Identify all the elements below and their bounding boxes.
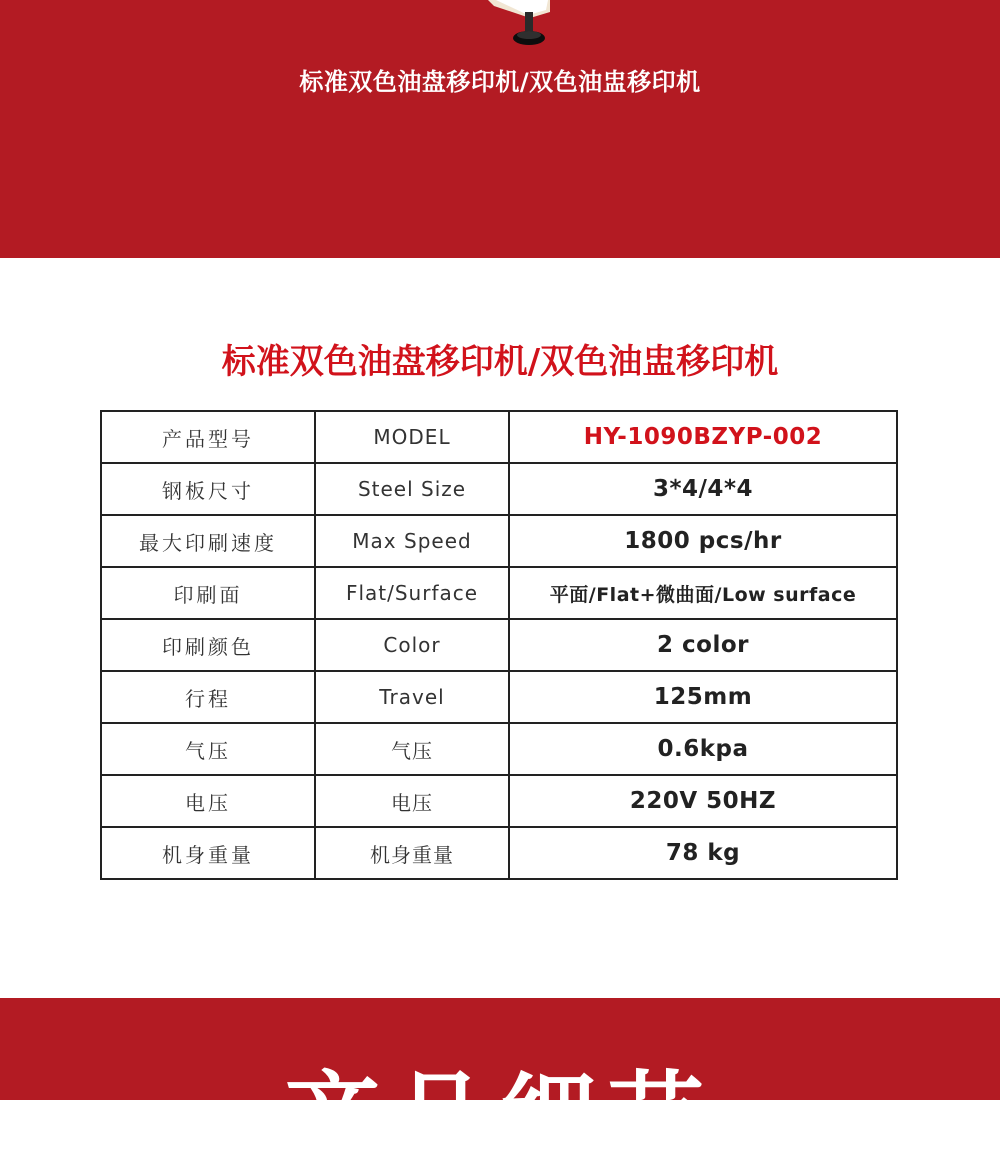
spec-label-en: MODEL	[315, 411, 509, 463]
table-row	[101, 827, 897, 879]
spec-value: 1800 pcs/hr	[509, 515, 897, 567]
bottom-heading: 产品细节	[284, 1062, 716, 1174]
section-title: 标准双色油盘移印机/双色油盅移印机	[221, 342, 779, 382]
spec-label-en: 机身重量	[315, 827, 509, 879]
table-row	[101, 567, 897, 619]
spec-label-en: 气压	[315, 723, 509, 775]
top-banner	[0, 0, 1000, 258]
spec-value: HY-1090BZYP-002	[509, 411, 897, 463]
spec-value: 220V 50HZ	[509, 775, 897, 827]
spec-label-cn: 行程	[101, 671, 315, 723]
spec-value: 2 color	[509, 619, 897, 671]
table-row	[101, 619, 897, 671]
table-row	[101, 723, 897, 775]
spec-value: 平面/Flat+微曲面/Low surface	[509, 567, 897, 619]
spec-label-cn: 印刷面	[101, 567, 315, 619]
table-row	[101, 411, 897, 463]
spec-label-cn: 电压	[101, 775, 315, 827]
spec-value: 78 kg	[509, 827, 897, 879]
spec-label-en: Max Speed	[315, 515, 509, 567]
spec-label-en: Flat/Surface	[315, 567, 509, 619]
spec-label-en: Steel Size	[315, 463, 509, 515]
spec-label-cn: 钢板尺寸	[101, 463, 315, 515]
banner-caption: 标准双色油盘移印机/双色油盅移印机	[299, 68, 701, 96]
table-row	[101, 515, 897, 567]
machine-foot-icon	[488, 0, 568, 50]
spec-label-en: 电压	[315, 775, 509, 827]
spec-label-cn: 气压	[101, 723, 315, 775]
spec-value: 3*4/4*4	[509, 463, 897, 515]
spec-label-cn: 最大印刷速度	[101, 515, 315, 567]
table-row	[101, 463, 897, 515]
spec-value: 125mm	[509, 671, 897, 723]
table-row	[101, 775, 897, 827]
spec-label-cn: 印刷颜色	[101, 619, 315, 671]
spec-label-cn: 产品型号	[101, 411, 315, 463]
spec-label-en: Travel	[315, 671, 509, 723]
spec-value: 0.6kpa	[509, 723, 897, 775]
spec-table	[100, 410, 898, 880]
bottom-banner	[0, 998, 1000, 1174]
spec-label-cn: 机身重量	[101, 827, 315, 879]
spec-label-en: Color	[315, 619, 509, 671]
table-row	[101, 671, 897, 723]
